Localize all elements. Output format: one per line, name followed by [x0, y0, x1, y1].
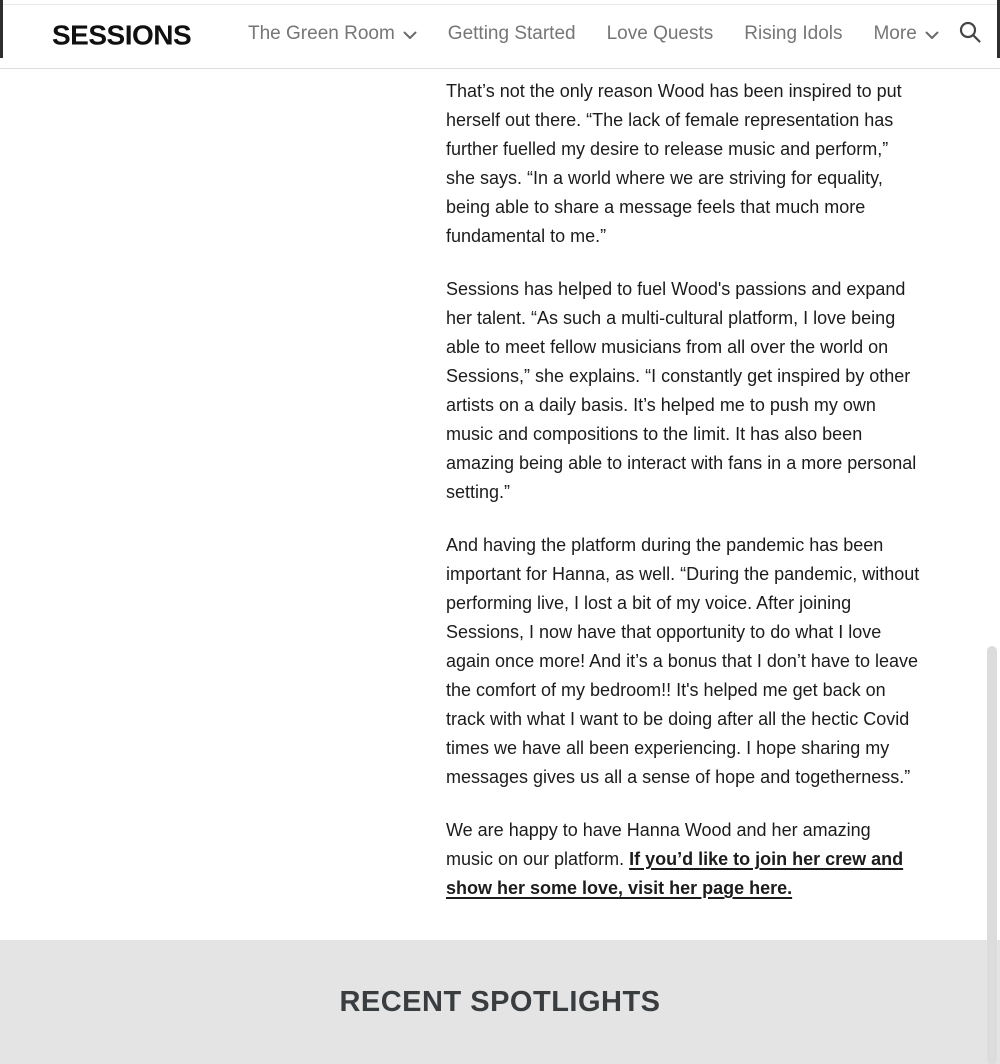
nav-item-label: The Green Room	[248, 23, 395, 44]
site-logo[interactable]: SESSIONS	[52, 19, 192, 51]
nav-item-rising-idols[interactable]	[744, 23, 842, 45]
nav-item-label: More	[873, 23, 917, 44]
nav-item-love-quests[interactable]	[607, 23, 714, 45]
nav-item-more[interactable]	[873, 23, 938, 45]
nav-item-label: Rising Idols	[744, 23, 843, 44]
site-header	[0, 0, 1000, 69]
nav-item-label: Love Quests	[606, 23, 714, 44]
article-body	[446, 77, 922, 927]
header-edge-accent-left	[0, 0, 3, 58]
article-paragraph-3: And having the platform during the pandemic has been important for Hanna, as well. “During the pandemic, without performing live, I lost a bit of my voice. After joining Sessions, I now have that opportunity to do what I love again once more! And it’s a bonus that I don’t have to leave the comfort of my bedroom!! It's helped me get back on track with what I want to be doing after all the hectic Covid times we have all been experiencing. I hope sharing my messages gives us all a sense of hope and togetherness.”	[446, 535, 920, 787]
search-icon	[957, 19, 983, 50]
article-paragraph-1: That’s not the only reason Wood has been inspired to put herself out there. “The lack of female representation has further fuelled my desire to release music and perform,” she says. “In a world where we are striving for equality, being able to share a message feels that much more fundamental to me.”	[446, 81, 902, 246]
nav-item-the-green-room[interactable]	[248, 23, 417, 45]
article-paragraph-2: Sessions has helped to fuel Wood's passions and expand her talent. “As such a multi-cultural platform, I love being able to meet fellow musicians from all over the world on Sessions,” she explains. “I constantly get inspired by other artists on a daily basis. It’s helped me to push my own music and compositions to the limit. It has also been amazing being able to interact with fans in a more personal setting.”	[446, 279, 917, 502]
artist-page-link[interactable]: If you’d like to join her crew and show her some love, visit her page here.	[446, 849, 904, 898]
recent-spotlights-section	[0, 940, 1000, 1064]
search-button[interactable]	[955, 19, 985, 49]
main-nav	[248, 0, 939, 68]
chevron-down-icon	[403, 31, 417, 40]
closing-text: We are happy to have Hanna Wood and her amazing music on our platform.	[446, 820, 871, 869]
article-closing-paragraph	[446, 816, 922, 903]
recent-spotlights-heading: RECENT SPOTLIGHTS	[339, 986, 661, 1018]
scrollbar-thumb[interactable]	[987, 646, 997, 1064]
nav-item-getting-started[interactable]	[448, 23, 576, 45]
nav-item-label: Getting Started	[447, 23, 576, 44]
chevron-down-icon	[925, 31, 939, 40]
